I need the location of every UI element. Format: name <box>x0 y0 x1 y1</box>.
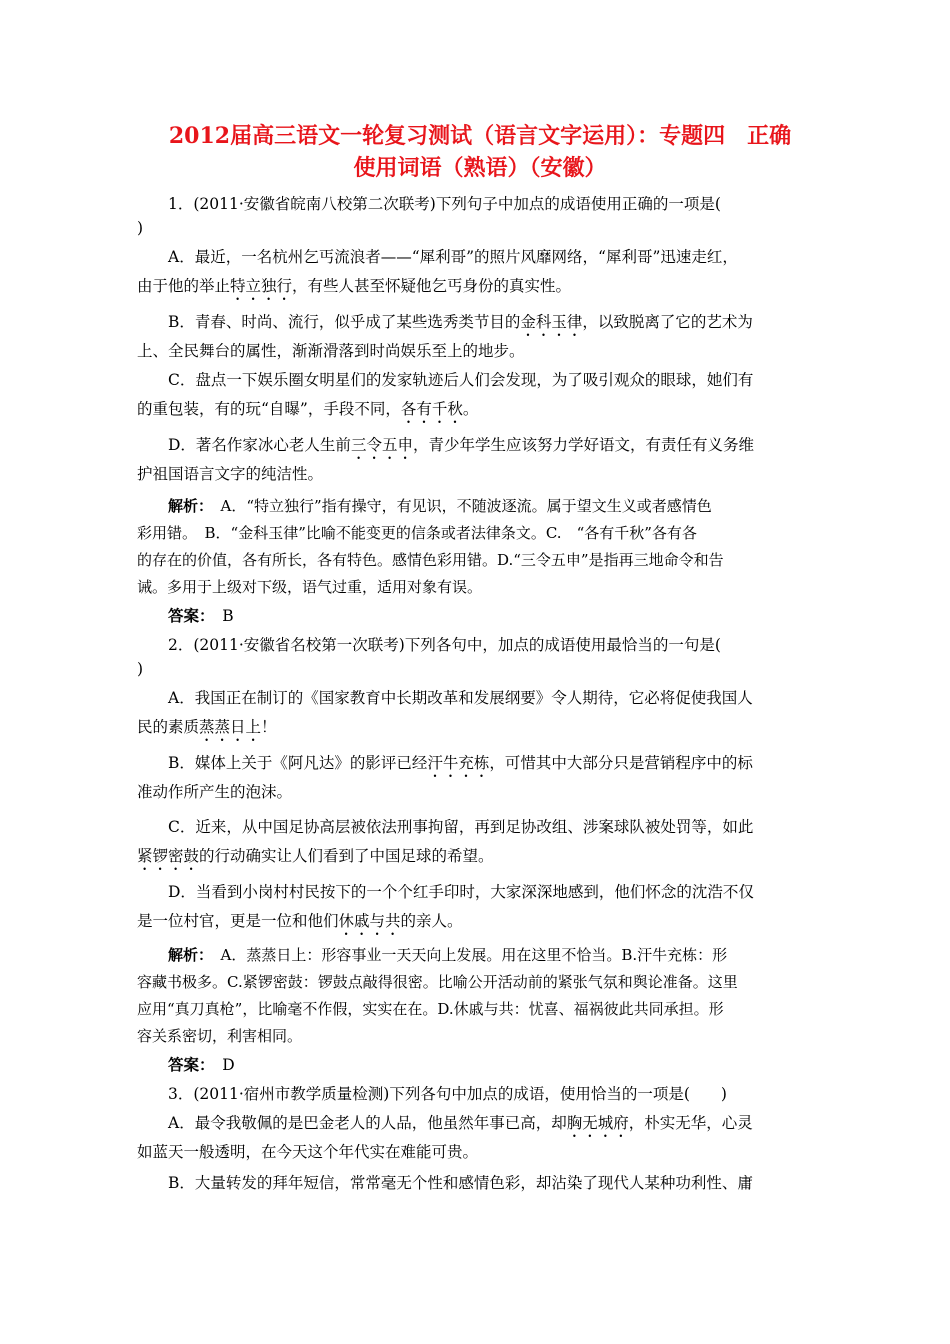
q1-option-d-line1: D．著名作家冰心老人生前三令五申，青少年学生应该努力学好语文，有责任有义务维 <box>168 436 754 454</box>
emphasized-idiom: 蒸蒸日上 <box>199 718 262 736</box>
q3-stem: 3．(2011·宿州市教学质量检测)下列各句中加点的成语，使用恰当的一项是( ) <box>168 1085 727 1103</box>
q1-option-c-line2: 的重包装，有的玩“自曝”，手段不同，各有千秋。 <box>137 400 479 418</box>
q1-option-b-line2: 上、全民舞台的属性，渐渐滑落到时尚娱乐至上的地步。 <box>137 342 525 360</box>
q2-option-c-line2: 紧锣密鼓的行动确实让人们看到了中国足球的希望。 <box>137 847 494 865</box>
q2-analysis-line4: 容关系密切，利害相同。 <box>137 1027 303 1045</box>
q2-option-a-line2: 民的素质蒸蒸日上！ <box>137 718 277 736</box>
emphasized-idiom: 胸无城府 <box>566 1114 629 1132</box>
document-title-line-2: 使用词语（熟语）（安徽） <box>353 155 607 181</box>
emphasized-idiom: 金科玉律 <box>520 313 583 331</box>
q2-answer: 答案： D <box>168 1055 235 1074</box>
emphasized-idiom: 休戚与共 <box>338 912 401 930</box>
q1-analysis-line3: 的存在的价值，各有所长，各有特色。感情色彩用错。D.“三令五申”是指再三地命令和告 <box>137 551 724 569</box>
q1-option-d-line2: 护祖国语言文字的纯洁性。 <box>137 465 324 483</box>
analysis-label: 解析： <box>168 497 206 515</box>
q1-stem: 1．(2011·安徽省皖南八校第二次联考)下列句子中加点的成语使用正确的一项是( <box>168 195 721 213</box>
analysis-label: 解析： <box>168 946 206 964</box>
emphasized-idiom: 各有千秋 <box>400 400 463 418</box>
q2-option-a-line1: A．我国正在制订的《国家教育中长期改革和发展纲要》令人期待，它必将促使我国人 <box>168 689 753 707</box>
answer-label: 答案： <box>168 606 207 625</box>
q1-stem-close: ) <box>137 219 144 237</box>
q2-option-d-line2: 是一位村官，更是一位和他们休戚与共的亲人。 <box>137 912 463 930</box>
q1-option-b-line1: B．青春、时尚、流行，似乎成了某些选秀类节目的金科玉律，以致脱离了它的艺术为 <box>168 313 753 331</box>
q1-option-a-line2: 由于他的举止特立独行，有些人甚至怀疑他乞丐身份的真实性。 <box>137 277 572 295</box>
q1-analysis-line1: 解析： A．“特立独行”指有操守，有见识，不随波逐流。属于望文生义或者感情色 <box>168 497 712 515</box>
q1-analysis-line4: 诫。多用于上级对下级，语气过重，适用对象有误。 <box>137 578 483 596</box>
q1-option-c-line1: C．盘点一下娱乐圈女明星们的发家轨迹后人们会发现，为了吸引观众的眼球，她们有 <box>168 371 754 389</box>
q2-analysis-line2: 容藏书极多。C.紧锣密鼓：锣鼓点敲得很密。比喻公开活动前的紧张气氛和舆论准备。这里 <box>137 973 738 991</box>
answer-label: 答案： <box>168 1055 207 1074</box>
q2-stem: 2．(2011·安徽省名校第一次联考)下列各句中，加点的成语使用最恰当的一句是( <box>168 636 721 654</box>
emphasized-idiom: 紧锣密鼓 <box>137 847 200 865</box>
q2-stem-close: ) <box>137 660 144 678</box>
document-title-line-1: 2012届高三语文一轮复习测试（语言文字运用）：专题四 正确 <box>168 123 792 149</box>
q2-option-b-line2: 准动作所产生的泡沫。 <box>137 783 293 801</box>
q3-option-a-line2: 如蓝天一般透明，在今天这个年代实在难能可贵。 <box>137 1143 479 1161</box>
q3-option-b-line1: B．大量转发的拜年短信，常常毫无个性和感情色彩，却沾染了现代人某种功利性、庸 <box>168 1174 753 1192</box>
q1-option-a-line1: A．最近，一名杭州乞丐流浪者——“犀利哥”的照片风靡网络，“犀利哥”迅速走红， <box>168 248 738 266</box>
emphasized-idiom: 汗牛充栋 <box>427 754 490 772</box>
q1-analysis-line2: 彩用错。 B．“金科玉律”比喻不能变更的信条或者法律条文。C. “各有千秋”各有各 <box>137 524 697 542</box>
emphasized-idiom: 三令五申 <box>350 436 413 454</box>
q3-option-a-line1: A．最令我敬佩的是巴金老人的人品，他虽然年事已高，却胸无城府，朴实无华，心灵 <box>168 1114 753 1132</box>
q2-analysis-line3: 应用“真刀真枪”，比喻毫不作假，实实在在。D.休戚与共：忧喜、福祸彼此共同承担。形 <box>137 1000 724 1018</box>
q2-option-b-line1: B．媒体上关于《阿凡达》的影评已经汗牛充栋，可惜其中大部分只是营销程序中的标 <box>168 754 753 772</box>
q2-option-c-line1: C．近来，从中国足协高层被依法刑事拘留，再到足协改组、涉案球队被处罚等，如此 <box>168 818 754 836</box>
emphasized-idiom: 特立独行 <box>230 277 293 295</box>
q2-analysis-line1: 解析： A．蒸蒸日上：形容事业一天天向上发展。用在这里不恰当。B.汗牛充栋：形 <box>168 946 728 964</box>
q2-option-d-line1: D．当看到小岗村村民按下的一个个红手印时，大家深深地感到，他们怀念的沈浩不仅 <box>168 883 754 901</box>
q1-answer: 答案： B <box>168 606 234 625</box>
